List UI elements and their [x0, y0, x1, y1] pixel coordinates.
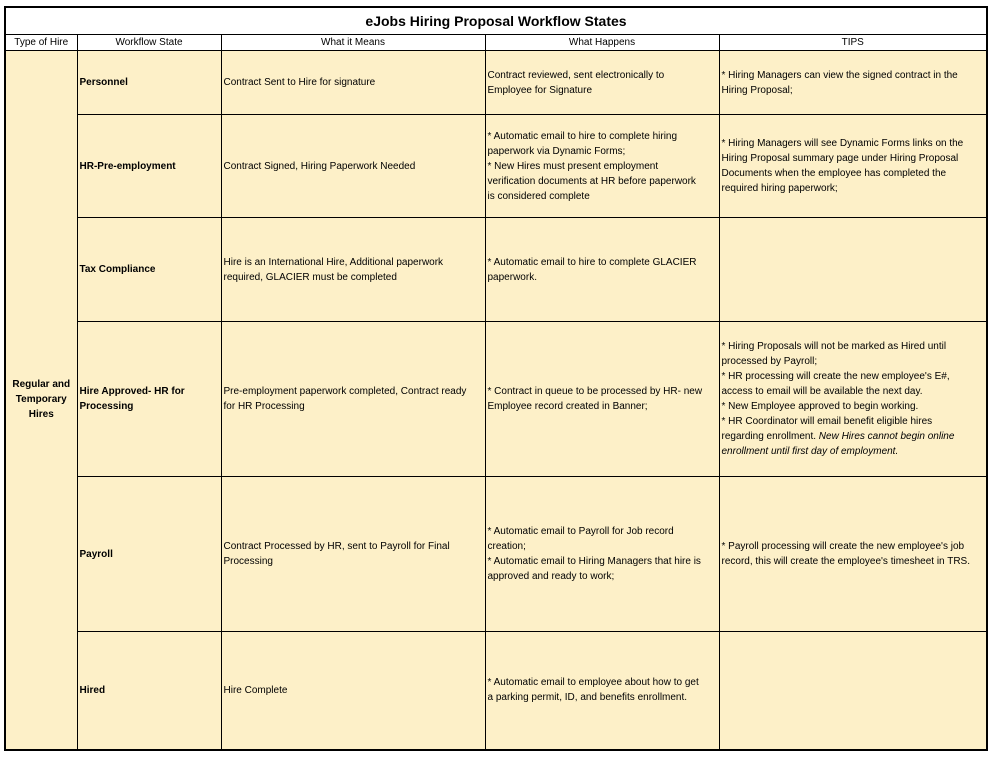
tips-line: Hiring Proposal summary page under Hiring Proposal	[721, 153, 959, 164]
what-happens-cell	[485, 322, 719, 477]
table-row	[5, 477, 987, 632]
tips-line: * HR Coordinator will email benefit eligible hires	[721, 416, 933, 427]
tips-cell	[719, 218, 987, 322]
tips-line: * Hiring Managers can view the signed contract in the	[721, 69, 958, 81]
means-line: Processing	[223, 556, 273, 567]
means-line: Hire is an International Hire, Additional paperwork	[223, 256, 444, 268]
what-happens-cell	[485, 218, 719, 322]
what-it-means-cell	[221, 218, 485, 322]
happens-line: approved and ready to work;	[487, 571, 615, 582]
header-what-happens: What Happens	[485, 35, 719, 51]
happens-line: creation;	[487, 541, 526, 552]
state-line: Hire Approved- HR for	[79, 386, 185, 397]
tips-cell	[719, 115, 987, 218]
header-row	[5, 35, 987, 51]
happens-line: * Automatic email to Hiring Managers that hire is	[487, 556, 701, 567]
tips-cell	[719, 477, 987, 632]
tips-line: * Hiring Managers will see Dynamic Forms links on the	[721, 138, 964, 149]
tips-line: Hiring Proposal;	[721, 84, 793, 96]
workflow-state-cell	[77, 322, 221, 477]
happens-line: * Automatic email to Payroll for Job record	[487, 526, 674, 537]
type-of-hire-line: Hires	[28, 409, 54, 421]
what-it-means-cell	[221, 632, 485, 750]
means-line: required, GLACIER must be completed	[223, 271, 397, 283]
what-happens-cell	[485, 115, 719, 218]
tips-line: access to email will be available the next day.	[721, 386, 923, 397]
happens-line: * Automatic email to hire to complete hiring	[487, 130, 678, 142]
happens-line: * Contract in queue to be processed by HR- new	[487, 386, 703, 397]
table-row	[5, 51, 987, 115]
means-line: Hire Complete	[223, 684, 288, 696]
table-title: eJobs Hiring Proposal Workflow States	[5, 7, 987, 35]
tips-line-mixed	[722, 429, 985, 444]
tips-line: record, this will create the employee's timesheet in TRS.	[721, 556, 970, 567]
means-line: for HR Processing	[223, 401, 305, 412]
happens-line: paperwork via Dynamic Forms;	[487, 145, 626, 157]
workflow-state-cell: Payroll	[77, 477, 221, 632]
happens-line: * New Hires must present employment	[487, 160, 659, 172]
workflow-state-cell: HR-Pre-employment	[77, 115, 221, 218]
tips-line: * New Employee approved to begin working.	[721, 401, 919, 412]
table-row	[5, 218, 987, 322]
tips-line: * Payroll processing will create the new employee's job	[721, 541, 965, 552]
tips-line: required hiring paperwork;	[721, 183, 838, 194]
happens-line: Contract reviewed, sent electronically to	[487, 69, 665, 81]
workflow-state-cell: Hired	[77, 632, 221, 750]
table-row	[5, 115, 987, 218]
header-tips: TIPS	[719, 35, 987, 51]
type-of-hire-cell	[5, 51, 77, 750]
happens-line: Employee record created in Banner;	[487, 401, 648, 412]
tips-cell	[719, 51, 987, 115]
what-happens-cell	[485, 632, 719, 750]
means-line: Contract Signed, Hiring Paperwork Needed	[223, 160, 416, 172]
what-happens-cell	[485, 51, 719, 115]
tips-text-plain: regarding enrollment.	[721, 431, 819, 442]
tips-line: Documents when the employee has completed the	[721, 168, 947, 179]
tips-line: * Hiring Proposals will not be marked as Hired until	[721, 341, 947, 352]
tips-line: * HR processing will create the new employee's E#,	[721, 371, 950, 382]
happens-line: a parking permit, ID, and benefits enrollment.	[487, 692, 688, 704]
happens-line: verification documents at HR before paperwork	[487, 175, 696, 187]
happens-line: * Automatic email to hire to complete GLACIER	[487, 256, 697, 268]
workflow-table	[4, 6, 988, 751]
workflow-state-cell: Personnel	[77, 51, 221, 115]
happens-line: Employee for Signature	[487, 84, 593, 96]
what-it-means-cell	[221, 322, 485, 477]
what-happens-cell	[485, 477, 719, 632]
tips-text-italic: New Hires cannot begin online	[818, 431, 955, 442]
means-line: Contract Processed by HR, sent to Payroll for Final	[223, 541, 450, 552]
type-of-hire-line: Temporary	[15, 394, 67, 406]
table-row	[5, 322, 987, 477]
table-row	[5, 632, 987, 750]
header-workflow-state: Workflow State	[77, 35, 221, 51]
what-it-means-cell	[221, 115, 485, 218]
means-line: Contract Sent to Hire for signature	[223, 77, 376, 88]
means-line: Pre-employment paperwork completed, Contract ready	[223, 386, 467, 397]
header-type-of-hire: Type of Hire	[5, 35, 77, 51]
tips-cell	[719, 632, 987, 750]
happens-line: * Automatic email to employee about how to get	[487, 677, 699, 689]
happens-line: paperwork.	[487, 271, 537, 283]
tips-line: processed by Payroll;	[721, 356, 818, 367]
header-what-it-means: What it Means	[221, 35, 485, 51]
happens-line: is considered complete	[487, 190, 590, 202]
tips-line-italic: enrollment until first day of employment.	[721, 446, 899, 457]
what-it-means-cell	[221, 477, 485, 632]
state-line: Processing	[79, 401, 134, 412]
tips-cell	[719, 322, 987, 477]
workflow-state-cell: Tax Compliance	[77, 218, 221, 322]
type-of-hire-line: Regular and	[12, 379, 71, 391]
what-it-means-cell	[221, 51, 485, 115]
